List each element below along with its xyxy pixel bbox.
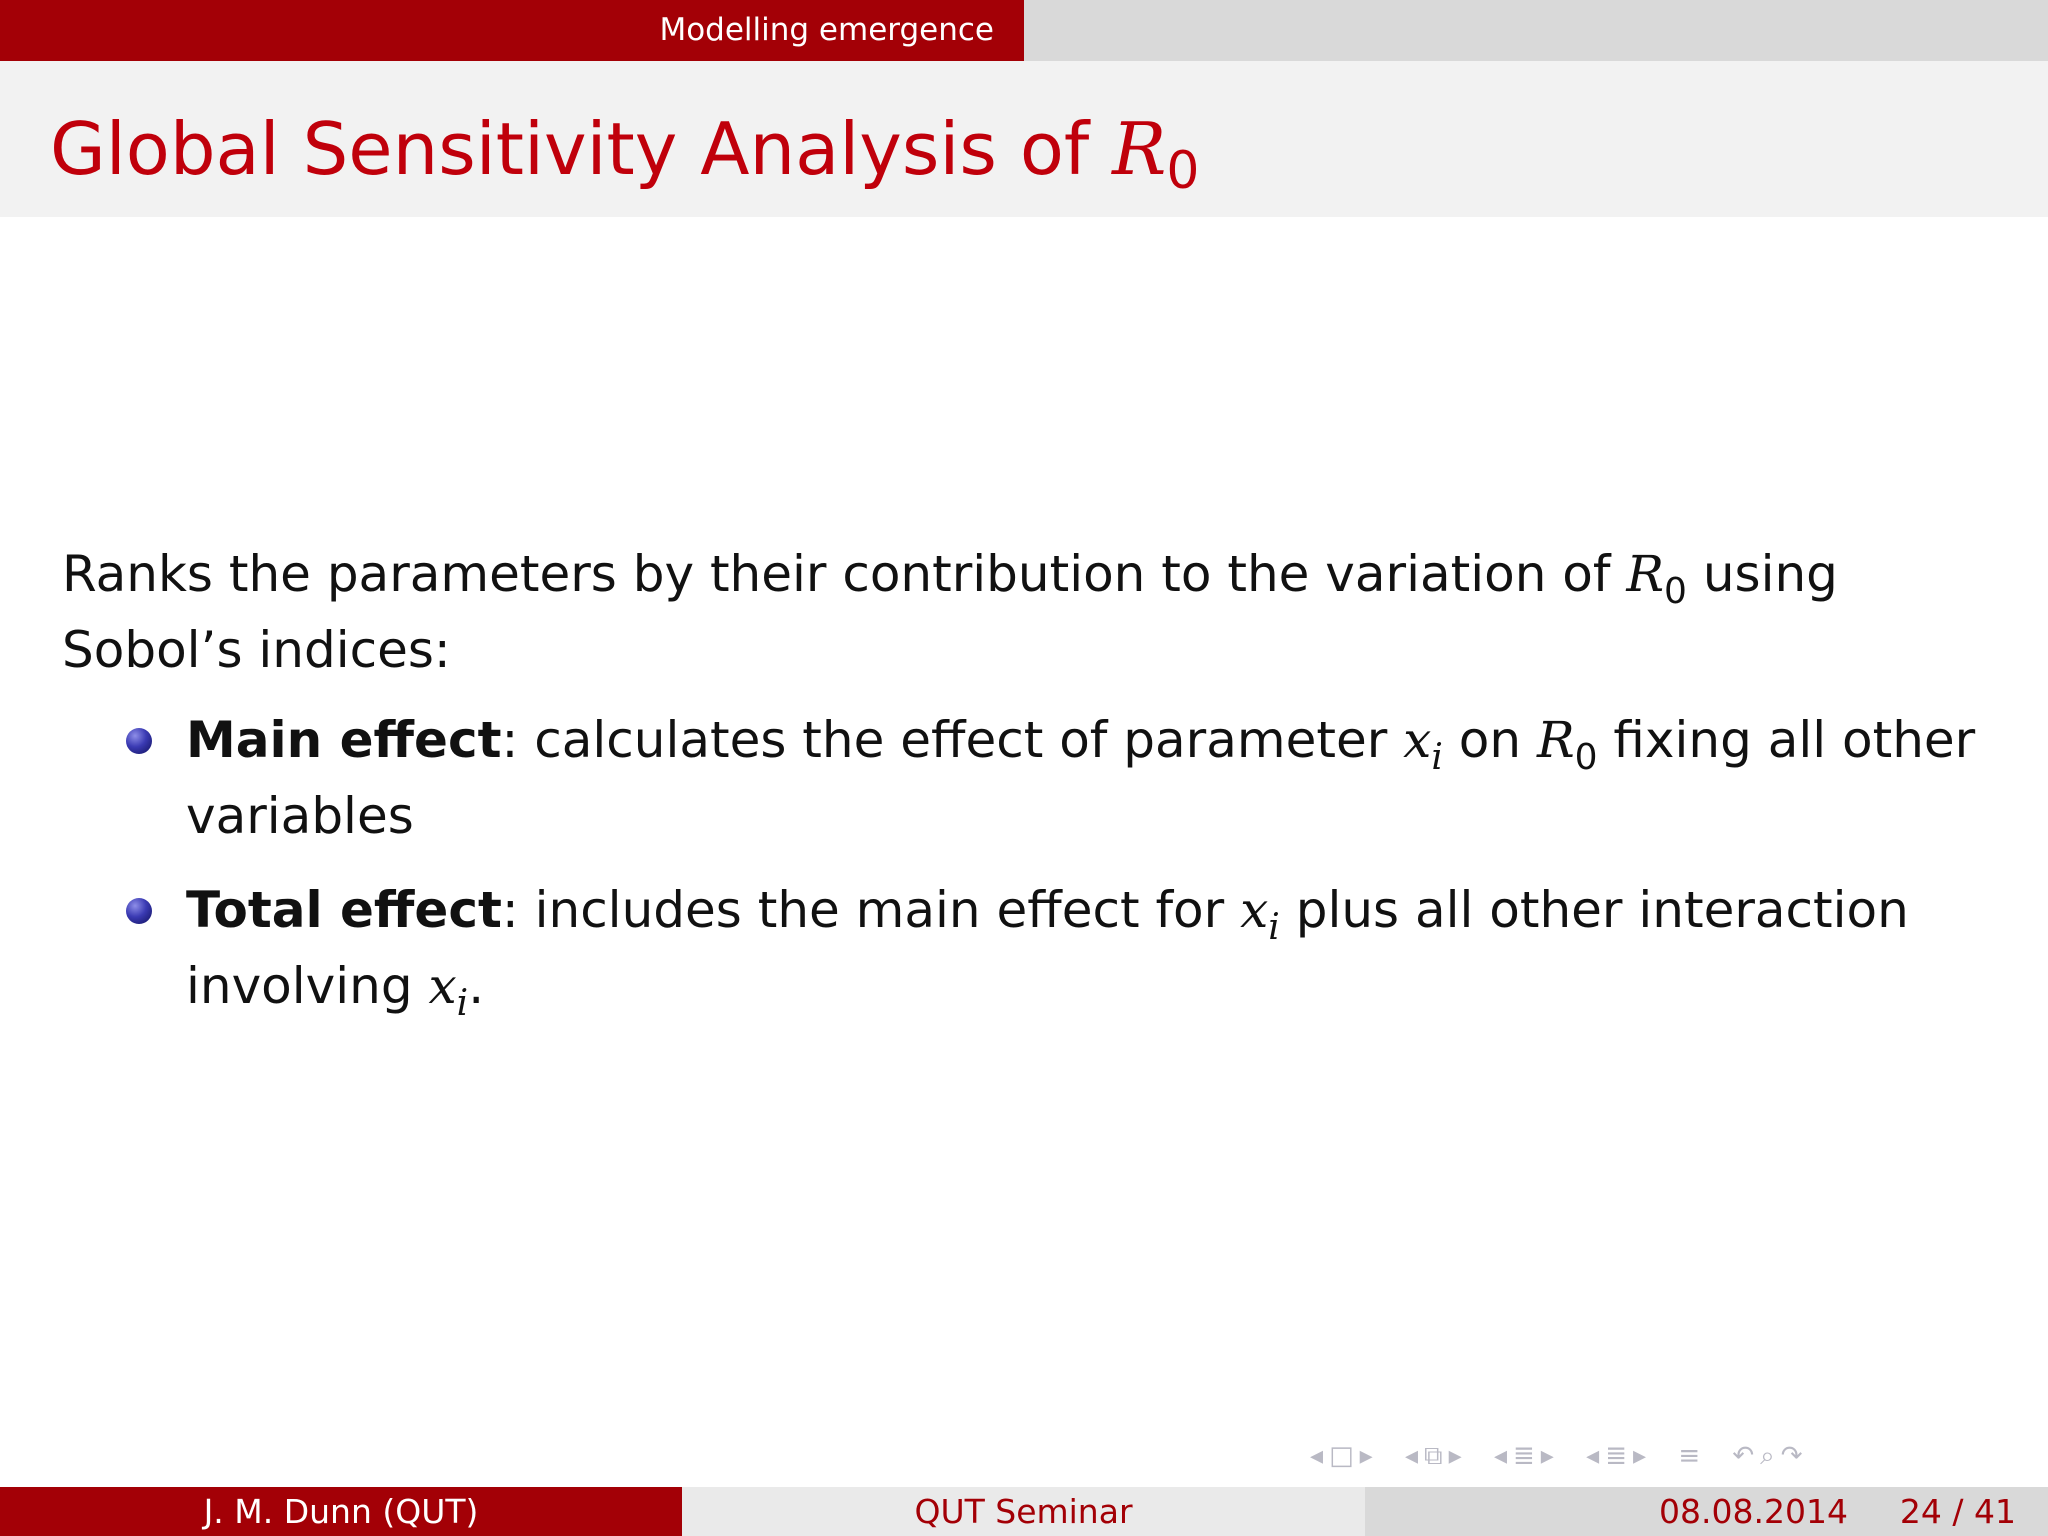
bullet-term: Total effect [186, 881, 502, 939]
bullet-math-var: x [1403, 711, 1432, 769]
nav-right-arrow-icon[interactable]: ▸ [1540, 1441, 1554, 1471]
header-section-panel [0, 0, 1024, 61]
footer-info [1365, 1487, 2048, 1536]
header-bar [0, 0, 2048, 61]
navigation-symbols [1310, 1440, 2030, 1472]
bullet-math-var: x [1240, 881, 1269, 939]
bullet-math-var: R [1536, 711, 1575, 769]
bullet-math-sub: i [1431, 737, 1443, 778]
frame-title-math-symbol: R [1112, 107, 1167, 191]
nav-left-arrow-icon[interactable]: ◂ [1493, 1441, 1507, 1471]
footer-bar [0, 1487, 2048, 1536]
frame-icon[interactable]: □ [1329, 1441, 1354, 1471]
nav-left-arrow-icon[interactable]: ◂ [1586, 1441, 1600, 1471]
bullet-text: : calculates the effect of parameter [501, 711, 1404, 769]
frame-title-band [0, 61, 2048, 217]
intro-math-sub: 0 [1664, 571, 1687, 612]
redo-icon[interactable]: ↷ [1780, 1441, 1803, 1471]
intro-text-part1: Ranks the parameters by their contribution to the variation of [62, 545, 1627, 603]
footer-date: 08.08.2014 [1659, 1492, 1848, 1531]
section-icon[interactable]: ≣ [1513, 1441, 1535, 1471]
section-title[interactable]: Modelling emergence [659, 12, 994, 48]
bullet-ball-icon [126, 728, 152, 754]
subsection-icon[interactable]: ⧉ [1424, 1441, 1443, 1471]
header-subsection-panel [1024, 0, 2048, 61]
frame-title-text: Global Sensitivity Analysis of [50, 107, 1113, 191]
bullet-math-sub: i [456, 983, 469, 1024]
frame-title [50, 105, 1200, 201]
subsection-list-icon[interactable]: ≣ [1605, 1441, 1627, 1471]
intro-text-part2: using Sobol’s indices: [62, 545, 1838, 679]
search-icon[interactable]: ⌕ [1760, 1441, 1775, 1471]
undo-icon[interactable]: ↶ [1732, 1441, 1755, 1471]
bullet-item-total-effect [62, 872, 2036, 1024]
intro-math-symbol: R [1626, 545, 1665, 603]
footer-event: QUT Seminar [682, 1487, 1365, 1536]
bullet-math-var: x [428, 957, 457, 1015]
nav-right-arrow-icon[interactable]: ▸ [1359, 1441, 1373, 1471]
frame-title-math-sub: 0 [1166, 141, 1200, 201]
bullet-text: . [468, 957, 485, 1015]
bullet-text: plus all other interaction involving [186, 881, 1909, 1015]
nav-left-arrow-icon[interactable]: ◂ [1404, 1441, 1419, 1471]
nav-right-arrow-icon[interactable]: ▸ [1632, 1441, 1647, 1471]
footer-author: J. M. Dunn (QUT) [0, 1487, 682, 1536]
bullet-term: Main effect [186, 711, 502, 769]
bullet-list [62, 702, 1982, 1024]
nav-left-arrow-icon[interactable]: ◂ [1310, 1441, 1324, 1471]
bullet-item-main-effect [62, 702, 2036, 854]
bullet-math-sub: 0 [1574, 737, 1598, 778]
bullet-text: fixing all other variables [186, 711, 1976, 845]
footer-page-number: 24 / 41 [1899, 1492, 2016, 1531]
bullet-ball-icon [126, 898, 152, 924]
bullet-math-sub: i [1268, 907, 1280, 948]
intro-paragraph [62, 536, 1982, 688]
align-icon[interactable]: ≡ [1678, 1441, 1701, 1471]
nav-right-arrow-icon[interactable]: ▸ [1448, 1441, 1462, 1471]
bullet-text: : includes the main effect for [501, 881, 1241, 939]
bullet-text: on [1442, 711, 1537, 769]
slide-content [62, 536, 1982, 1042]
